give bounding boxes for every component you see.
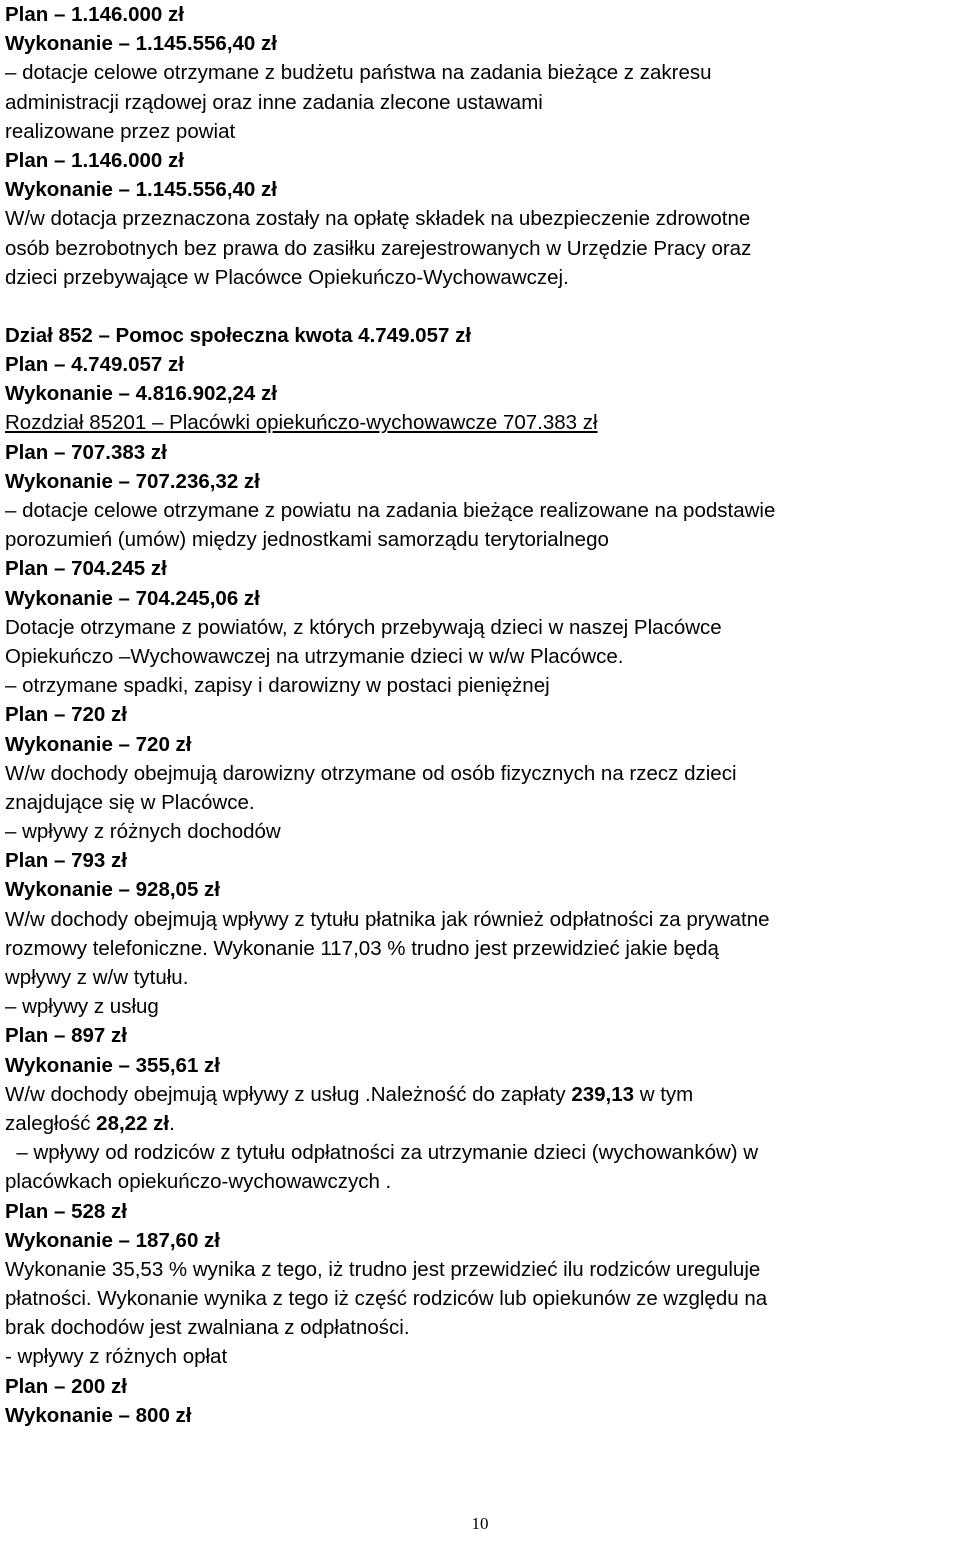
text-line: – wpływy z różnych dochodów bbox=[5, 820, 281, 844]
wykonanie-line: Wykonanie – 187,60 zł bbox=[5, 1228, 220, 1252]
text-line: Wykonanie 35,53 % wynika z tego, iż trudno jest przewidzieć ilu rodziców ureguluje bbox=[5, 1257, 761, 1281]
plan-line: Plan – 200 zł bbox=[5, 1374, 127, 1398]
plan-line: Plan – 1.146.000 zł bbox=[5, 3, 184, 26]
text-line: – dotacje celowe otrzymane z budżetu państwa na zadania bieżące z zakresu bbox=[5, 61, 712, 85]
text-line bbox=[5, 1109, 957, 1138]
text-line: porozumień (umów) między jednostkami samorządu terytorialnego bbox=[5, 528, 609, 552]
spacer bbox=[5, 292, 957, 321]
text-line: W/w dochody obejmują wpływy z tytułu płatnika jak również odpłatności za prywatne bbox=[5, 907, 770, 931]
wykonanie-line: Wykonanie – 1.145.556,40 zł bbox=[5, 178, 277, 202]
text-segment: w tym bbox=[634, 1082, 694, 1106]
text-line: – otrzymane spadki, zapisy i darowizny w postaci pieniężnej bbox=[5, 674, 550, 698]
text-segment: . bbox=[169, 1111, 175, 1135]
wykonanie-line: Wykonanie – 704.245,06 zł bbox=[5, 586, 260, 610]
amount-bold: 28,22 zł bbox=[96, 1111, 170, 1135]
text-line: płatności. Wykonanie wynika z tego iż część rodziców lub opiekunów ze względu na bbox=[5, 1287, 768, 1311]
subsection-heading: Rozdział 85201 – Placówki opiekuńczo-wychowawcze 707.383 zł bbox=[5, 411, 598, 435]
text-line: rozmowy telefoniczne. Wykonanie 117,03 % trudno jest przewidzieć jakie będą bbox=[5, 936, 719, 960]
plan-line: Plan – 704.245 zł bbox=[5, 557, 167, 581]
plan-line: Plan – 720 zł bbox=[5, 703, 127, 727]
text-line: brak dochodów jest zwalniana z odpłatności. bbox=[5, 1316, 410, 1340]
text-line: W/w dotacja przeznaczona zostały na opłatę składek na ubezpieczenie zdrowotne bbox=[5, 207, 751, 231]
text-line: dzieci przebywające w Placówce Opiekuńczo-Wychowawczej. bbox=[5, 265, 569, 289]
text-segment: W/w dochody obejmują wpływy z usług . bbox=[5, 1082, 371, 1106]
text-line: placówkach opiekuńczo-wychowawczych . bbox=[5, 1170, 392, 1194]
page-number: 10 bbox=[471, 1514, 489, 1533]
text-line: – dotacje celowe otrzymane z powiatu na zadania bieżące realizowane na podstawie bbox=[5, 499, 776, 522]
plan-line: Plan – 793 zł bbox=[5, 849, 127, 873]
section-heading: Dział 852 – Pomoc społeczna kwota 4.749.057 zł bbox=[5, 323, 472, 347]
wykonanie-line: Wykonanie – 707.236,32 zł bbox=[5, 469, 260, 493]
text-line: administracji rządowej oraz inne zadania zlecone ustawami bbox=[5, 90, 543, 114]
wykonanie-line: Wykonanie – 928,05 zł bbox=[5, 878, 220, 902]
text-line: - wpływy z różnych opłat bbox=[5, 1345, 228, 1369]
plan-line: Plan – 897 zł bbox=[5, 1024, 127, 1048]
wykonanie-line: Wykonanie – 355,61 zł bbox=[5, 1053, 220, 1077]
text-line bbox=[5, 1080, 957, 1109]
plan-line: Plan – 707.383 zł bbox=[5, 440, 167, 464]
amount-bold: 239,13 bbox=[571, 1082, 635, 1106]
text-line: – wpływy od rodziców z tytułu odpłatności za utrzymanie dzieci (wychowanków) w bbox=[5, 1141, 759, 1165]
plan-line: Plan – 1.146.000 zł bbox=[5, 148, 184, 172]
text-line: wpływy z w/w tytułu. bbox=[5, 966, 189, 989]
text-line: znajdujące się w Placówce. bbox=[5, 790, 255, 814]
text-line: Dotacje otrzymane z powiatów, z których przebywają dzieci w naszej Placówce bbox=[5, 615, 722, 639]
wykonanie-line: Wykonanie – 1.145.556,40 zł bbox=[5, 32, 277, 56]
wykonanie-line: Wykonanie – 800 zł bbox=[5, 1403, 192, 1427]
text-line: Opiekuńczo –Wychowawczej na utrzymanie dzieci w w/w Placówce. bbox=[5, 644, 624, 668]
document-page bbox=[5, 0, 957, 1430]
text-segment: Należność do zapłaty bbox=[370, 1082, 572, 1106]
text-segment: zaległość bbox=[5, 1111, 97, 1135]
text-line: – wpływy z usług bbox=[5, 995, 159, 1019]
text-line: osób bezrobotnych bez prawa do zasiłku zarejestrowanych w Urzędzie Pracy oraz bbox=[5, 236, 752, 260]
wykonanie-line: Wykonanie – 4.816.902,24 zł bbox=[5, 382, 277, 406]
plan-line: Plan – 528 zł bbox=[5, 1199, 127, 1223]
wykonanie-line: Wykonanie – 720 zł bbox=[5, 732, 192, 756]
text-line: realizowane przez powiat bbox=[5, 119, 236, 143]
plan-line: Plan – 4.749.057 zł bbox=[5, 353, 184, 377]
text-line: W/w dochody obejmują darowizny otrzymane od osób fizycznych na rzecz dzieci bbox=[5, 761, 737, 785]
